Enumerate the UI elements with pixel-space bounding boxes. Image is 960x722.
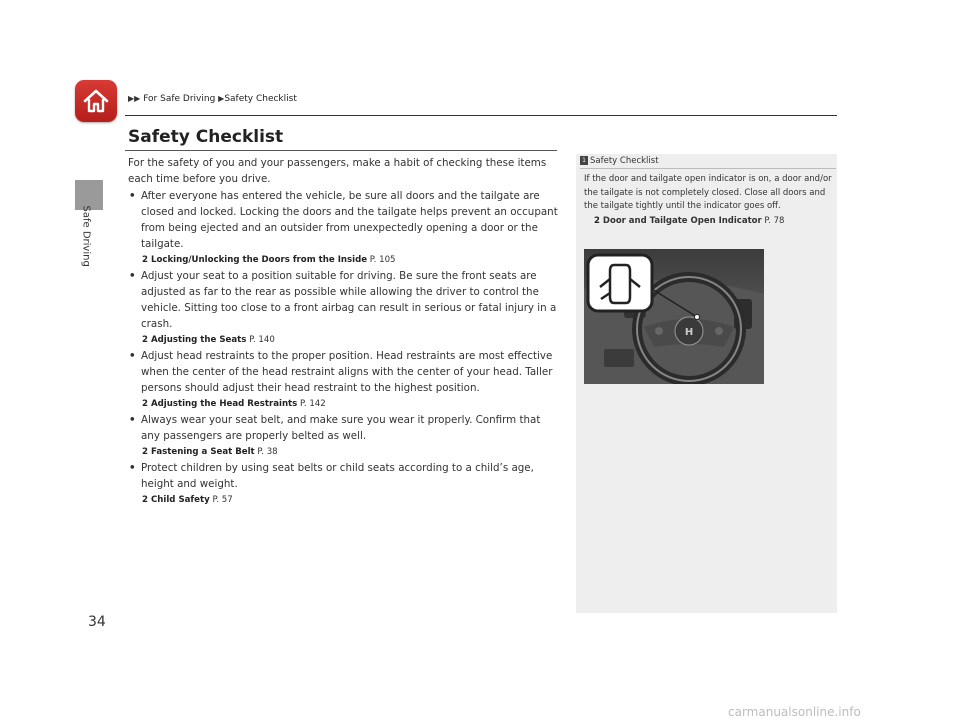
reference-title: Locking/Unlocking the Doors from the Inside	[150, 255, 368, 265]
breadcrumb-arrow-icon: ▶▶	[128, 94, 141, 103]
reference-arrow-icon: 2	[142, 399, 148, 409]
reference-page: P. 142	[300, 399, 326, 409]
reference-page: P. 105	[369, 255, 396, 265]
reference-page: P. 38	[257, 447, 278, 457]
bullet-icon: •	[129, 462, 136, 474]
checklist-item-text: Always wear your seat belt, and make sure you wear it properly. Confirm that any passengers are properly belted as well.	[141, 414, 541, 442]
breadcrumb-item: Safety Checklist	[224, 94, 297, 104]
reference-page: P. 57	[212, 495, 233, 505]
sidebar-body-text: If the door and tailgate open indicator is on, a door and/or the tailgate is not completely closed. Close all doors and the tailgate tightly until the indicator goes off.	[584, 174, 832, 211]
note-number: 1	[580, 156, 588, 165]
reference-arrow-icon: 2	[142, 335, 148, 345]
section-label-wrap	[75, 205, 97, 295]
sidebar-header	[580, 156, 659, 166]
sidebar-header-text: Safety Checklist	[590, 156, 659, 166]
section-label: Safe Driving	[80, 205, 92, 267]
reference-arrow-icon: 2	[142, 447, 148, 457]
page-title: Safety Checklist	[128, 127, 284, 147]
checklist-item-text: After everyone has entered the vehicle, be sure all doors and the tailgate are closed and locked. Locking the doors and the tailgate helps prevent an occupant from being ejected and an outsider from unexpectedly opening a door or the tailgate.	[141, 190, 558, 250]
reference-title: Adjusting the Seats	[150, 335, 247, 345]
reference-arrow-icon: 2	[142, 255, 148, 265]
header-divider	[125, 115, 837, 116]
checklist-item	[128, 460, 560, 507]
reference-title: Door and Tailgate Open Indicator	[602, 215, 762, 226]
watermark: carmanualsonline.info	[728, 705, 861, 719]
reference-title: Child Safety	[150, 495, 210, 505]
reference-page: P. 78	[764, 215, 785, 226]
reference-title: Adjusting the Head Restraints	[150, 399, 298, 409]
home-icon	[81, 86, 111, 116]
cross-reference-link[interactable]	[141, 333, 560, 347]
title-divider	[125, 150, 557, 151]
cross-reference-link[interactable]	[584, 215, 832, 229]
bullet-icon: •	[129, 414, 136, 426]
svg-text:H: H	[684, 327, 694, 338]
intro-text: For the safety of you and your passengers, make a habit of checking these items each time before you drive.	[128, 157, 547, 185]
reference-arrow-icon: 2	[142, 495, 148, 505]
sidebar-body	[584, 173, 832, 228]
dashboard-photo	[584, 249, 764, 384]
breadcrumb	[128, 94, 297, 104]
checklist-item-text: Adjust your seat to a position suitable for driving. Be sure the front seats are adjusted as far to the rear as possible while allowing the driver to control the vehicle. Sitting too close to a front airbag can result in serious or fatal injury in a crash.	[141, 270, 557, 330]
bullet-icon: •	[129, 270, 136, 282]
cross-reference-link[interactable]	[141, 493, 560, 507]
breadcrumb-item[interactable]: For Safe Driving	[143, 94, 216, 104]
breadcrumb-arrow-icon: ▶	[218, 94, 225, 103]
checklist-item	[128, 412, 560, 459]
home-button[interactable]	[75, 80, 117, 122]
cross-reference-link[interactable]	[141, 445, 560, 459]
checklist-item	[128, 188, 560, 267]
sidebar-divider	[580, 168, 836, 169]
cross-reference-link[interactable]	[141, 253, 560, 267]
checklist-item	[128, 348, 560, 411]
reference-arrow-icon: 2	[594, 215, 600, 226]
cross-reference-link[interactable]	[141, 397, 560, 411]
page-number: 34	[88, 614, 106, 630]
reference-title: Fastening a Seat Belt	[150, 447, 255, 457]
checklist-item	[128, 268, 560, 347]
bullet-icon: •	[129, 190, 136, 202]
bullet-icon: •	[129, 350, 136, 362]
checklist-item-text: Protect children by using seat belts or child seats according to a child’s age, height and weight.	[141, 462, 534, 490]
checklist-item-text: Adjust head restraints to the proper position. Head restraints are most effective when the center of the head restraint aligns with the center of your head. Taller persons should adjust their head restraint to the highest position.	[141, 350, 553, 394]
main-content	[128, 155, 560, 508]
reference-page: P. 140	[249, 335, 275, 345]
